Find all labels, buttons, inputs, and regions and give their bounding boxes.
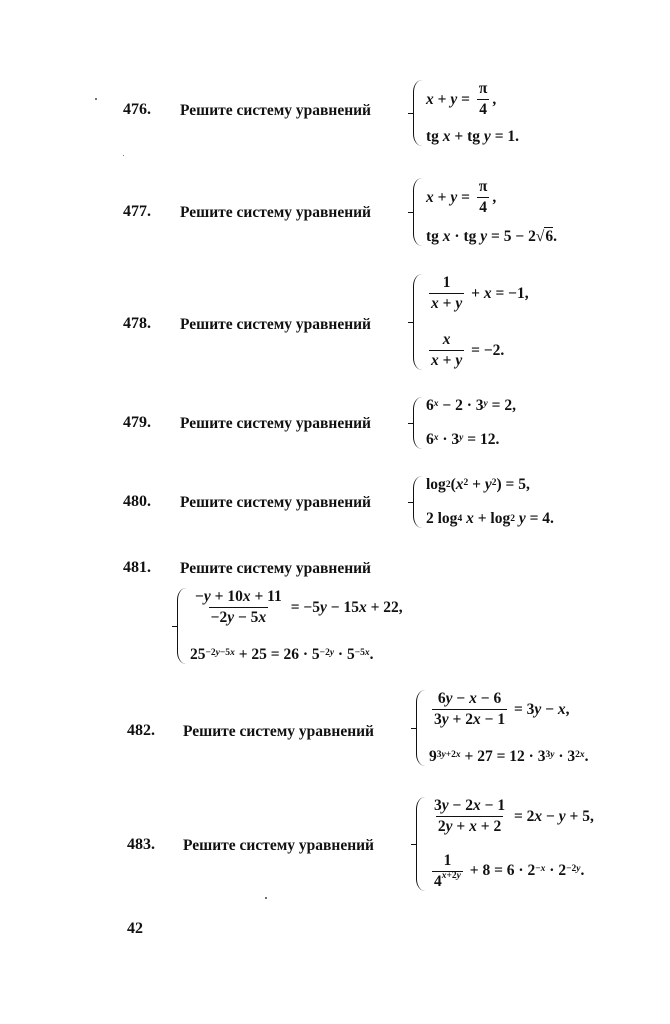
problem-number: 481. bbox=[123, 559, 151, 576]
scan-speck bbox=[265, 897, 267, 899]
equation: tg x + tg y = 1. bbox=[426, 128, 520, 145]
equation: $\frac{6y - x - 6}{3y + 2x - 1}$ = 3 y − x , bbox=[434, 690, 570, 728]
equation: 6 $^x$ · 3 $^y$ = 12. bbox=[426, 431, 500, 448]
equation: 2 log 4 x + log 2 y = 4. bbox=[426, 510, 554, 527]
problem-number: 476. bbox=[123, 101, 151, 118]
problem-label: Решите систему уравнений bbox=[180, 415, 371, 432]
problem-number: 480. bbox=[123, 493, 151, 510]
brace bbox=[413, 476, 423, 528]
equation: x + y = $\frac{\pi}{4}$ , bbox=[426, 178, 497, 216]
equation: $\frac{3y - 2x - 1}{2y + x + 2}$ = 2 x − y + 5, bbox=[434, 797, 594, 835]
equation-system bbox=[177, 588, 403, 664]
problem-number: 479. bbox=[123, 414, 151, 431]
problem-label: Решите систему уравнений bbox=[180, 204, 371, 221]
brace bbox=[416, 797, 426, 891]
equation: $\frac{1}{4^{x+2y}}$ + 8 = 6 · 2 $^{-x}$ · 2 $^{-2y}$ . bbox=[434, 851, 585, 890]
problem-label: Решите систему уравнений bbox=[180, 560, 371, 577]
equation: 9 $^{3y +2x}$ + 27 = 12 · 3 $^{3y}$ · 3 $^{2x}$ . bbox=[429, 748, 589, 765]
problem-number: 482. bbox=[127, 722, 155, 739]
brace bbox=[413, 80, 423, 146]
equation-system bbox=[413, 476, 554, 528]
equation-system bbox=[413, 178, 557, 246]
page-number: 42 bbox=[127, 920, 143, 937]
scan-speck bbox=[123, 155, 124, 156]
equation-system bbox=[413, 274, 529, 370]
equation: 25 $^{-2y -5x}$ + 25 = 26 · 5 $^{-2y}$ · 5 $^{-5x}$ . bbox=[190, 646, 374, 663]
scan-speck bbox=[95, 98, 97, 100]
brace bbox=[416, 690, 426, 766]
equation: $\frac{1}{x + y}$ + x = −1, bbox=[431, 274, 529, 312]
equation: $\frac{-y + 10x + 11}{-2y - 5x}$ = −5 y − 15 x + 22, bbox=[195, 588, 403, 626]
problem-number: 477. bbox=[123, 203, 151, 220]
equation: $\frac{x}{x + y}$ = −2. bbox=[431, 331, 505, 369]
equation: 6 $^x$ − 2 · 3 $^y$ = 2, bbox=[426, 397, 516, 414]
problem-label: Решите систему уравнений bbox=[180, 494, 371, 511]
equation: log 2 ( x $^2$ + y $^2$ ) = 5, bbox=[426, 476, 530, 493]
problem-label: Решите систему уравнений bbox=[180, 102, 371, 119]
equation-system bbox=[413, 397, 516, 449]
equation: tg x · tg y = 5 − 2√ 6 . bbox=[426, 227, 557, 245]
problem-label: Решите систему уравнений bbox=[183, 723, 374, 740]
equation-system bbox=[413, 80, 519, 146]
equation: x + y = $\frac{\pi}{4}$ , bbox=[426, 80, 497, 118]
problem-label: Решите систему уравнений bbox=[180, 316, 371, 333]
brace bbox=[413, 274, 423, 370]
brace bbox=[177, 588, 187, 664]
problem-number: 478. bbox=[123, 315, 151, 332]
equation-system bbox=[416, 797, 594, 891]
problem-label: Решите систему уравнений bbox=[183, 837, 374, 854]
brace bbox=[413, 178, 423, 246]
problem-number: 483. bbox=[127, 836, 155, 853]
brace bbox=[413, 397, 423, 449]
equation-system bbox=[416, 690, 589, 766]
